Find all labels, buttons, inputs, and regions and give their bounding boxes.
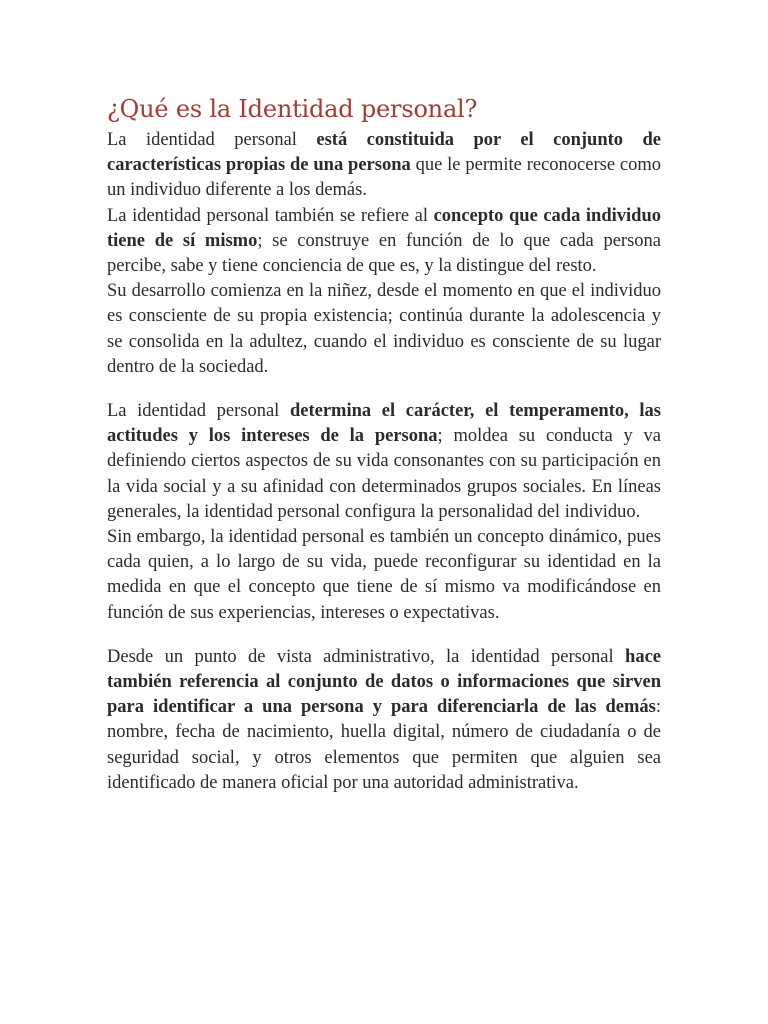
text-run: La identidad personal — [107, 130, 317, 150]
text-run: ; moldea su conducta y va definiendo ciertos aspectos de su vida consonantes con su participación en la vida social y a su afinidad con determinados grupos sociales. En líneas generales, la identidad personal configura la personalidad del individuo. — [107, 426, 661, 522]
document-page — [107, 92, 661, 796]
text-run: Sin embargo, la identidad personal es también un concepto dinámico, pues cada quien, a lo largo de su vida, puede reconfigurar su identidad en la medida en que el concepto que tiene de sí mismo va modificándose en función de sus experiencias, intereses o expectativas. — [107, 527, 661, 623]
text-run: La identidad personal también se refiere al — [107, 205, 434, 226]
text-run: ; se construye en función de lo que cada persona percibe, sabe y tiene conciencia de que es, y la distingue del resto. — [107, 230, 661, 277]
bold-text-run: está constituida por el conjunto de características propias de una persona — [107, 130, 661, 176]
paragraph-administrative — [107, 645, 661, 796]
paragraph-development — [107, 279, 661, 380]
paragraph-gap — [107, 626, 661, 645]
page-title: ¿Qué es la Identidad personal? — [107, 95, 478, 123]
text-run: La identidad personal — [107, 401, 290, 422]
paragraph-self-concept — [107, 204, 661, 280]
text-run: Su desarrollo comienza en la niñez, desde el momento en que el individuo es consciente de su propia existencia; continúa durante la adolescencia y se consolida en la adultez, cuando el individuo es consciente de su lugar dentro de la sociedad. — [107, 281, 661, 377]
text-run: que le permite reconocerse como un individuo diferente a los demás. — [107, 155, 661, 201]
bold-text-run: determina el carácter, el temperamento, las actitudes y los intereses de la persona — [107, 401, 661, 447]
text-run: : nombre, fecha de nacimiento, huella digital, número de ciudadanía o de seguridad social, y otros elementos que permiten que alguien sea identificado de manera oficial por una autoridad administrativa. — [107, 697, 661, 793]
bold-text-run: concepto que cada individuo tiene de sí mismo — [107, 205, 661, 251]
paragraph-character — [107, 399, 661, 525]
paragraph-definition — [107, 128, 661, 204]
bold-text-run: hace también referencia al conjunto de datos o informaciones que sirven para identificar a una persona y para diferenciarla de las demás — [107, 646, 661, 718]
paragraph-dynamic-concept — [107, 525, 661, 626]
text-run: Desde un punto de vista administrativo, la identidad personal — [107, 646, 626, 667]
paragraph-gap — [107, 380, 661, 399]
